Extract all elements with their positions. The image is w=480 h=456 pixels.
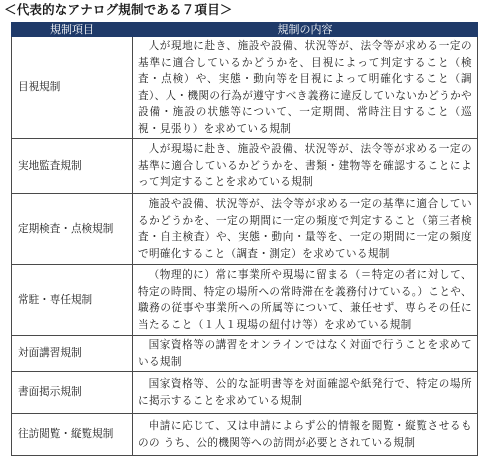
table-row	[12, 139, 478, 194]
regulation-content: 国家資格等の講習をオンラインではなく対面で行うことを求めている規制	[133, 336, 478, 372]
table-row	[12, 336, 478, 372]
table-row	[12, 37, 478, 139]
table-row	[12, 265, 478, 336]
document-title: ＜代表的なアナログ規制である７項目＞	[4, 2, 233, 17]
regulation-content: 人が現地に赴き、施設や設備、状況等が、法令等が求める一定の基準に適合しているかどうかを、目視によって判定すること（検査・点検）や、実態・動向等を目視によって明確化すること（調査）、人・機関の行為が遵守すべき義務に違反していないかどうかや設備・施設の状態等について、一定期間、常時注目すること（巡視・見張り）を求めている規制	[133, 37, 478, 139]
regulation-content: 申請に応じて、又は申請によらず公的情報を閲覧・縦覧させるものの うち、公的機関等への訪問が必要とされている規制	[133, 414, 478, 456]
regulation-name: 目視規制	[12, 37, 133, 139]
regulations-table	[11, 22, 478, 456]
table-row	[12, 372, 478, 414]
regulation-name: 実地監査規制	[12, 139, 133, 194]
regulation-name: 定期検査・点検規制	[12, 194, 133, 265]
table-header-row	[12, 23, 478, 37]
column-header-content: 規制の内容	[133, 23, 478, 37]
regulation-content: （物理的に）常に事業所や現場に留まる（＝特定の者に対して、特定の時間、特定の場所への常時滞在を義務付けている。）ことや、職務の従事や事業所への所属等について、兼任せず、専らその任に当たること（１人１現場の紐付け等）を求めている規制	[133, 265, 478, 336]
regulation-name: 書面掲示規制	[12, 372, 133, 414]
regulation-content: 国家資格等、公的な証明書等を対面確認や紙発行で、特定の場所に掲示することを求めている規制	[133, 372, 478, 414]
column-header-item: 規制項目	[12, 23, 133, 37]
regulation-content: 施設や設備、状況等が、法令等が求める一定の基準に適合しているかどうかを、一定の期間に一定の頻度で判定すること（第三者検査・自主検査）や、実態・動向・量等を、一定の期間に一定の頻度で明確化すること（調査・測定）を求めている規制	[133, 194, 478, 265]
regulation-content: 人が現場に赴き、施設や設備、状況等が、法令等が求める一定の基準に適合しているかどうかを、書類・建物等を確認することによって判定することを求めている規制	[133, 139, 478, 194]
regulation-name: 常駐・専任規制	[12, 265, 133, 336]
table-row	[12, 194, 478, 265]
table-row	[12, 414, 478, 456]
regulation-name: 対面講習規制	[12, 336, 133, 372]
regulation-name: 往訪閲覧・縦覧規制	[12, 414, 133, 456]
